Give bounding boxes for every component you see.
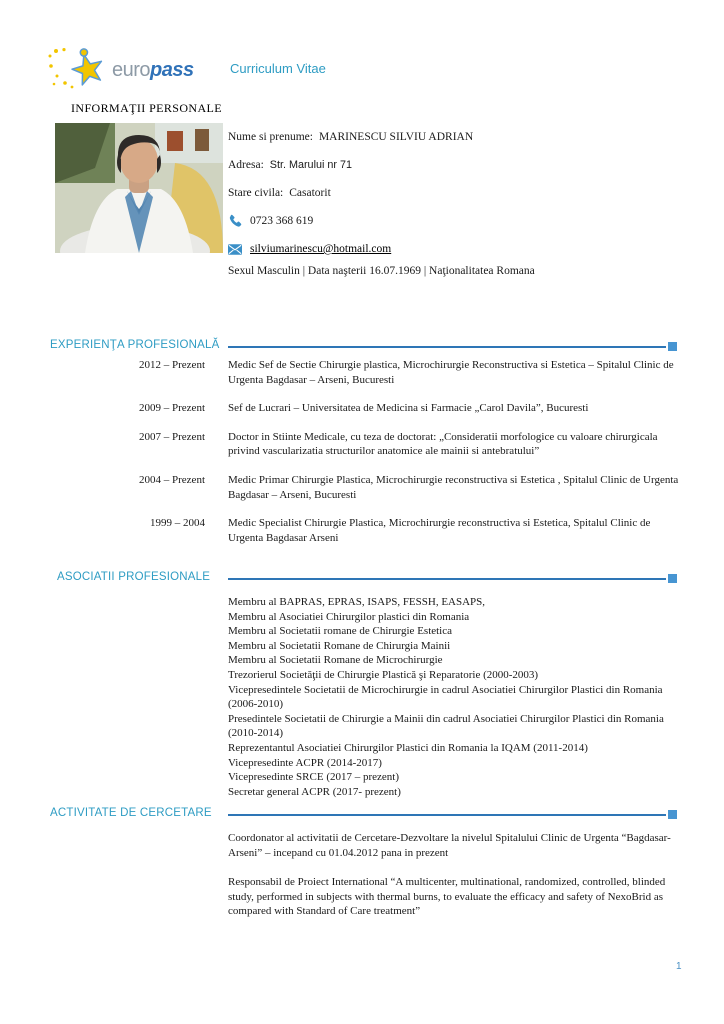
association-item: Vicepresedinte SRCE (2017 – prezent)	[228, 771, 400, 784]
experience-divider-line	[228, 346, 666, 348]
research-divider-square	[668, 810, 677, 819]
association-item: Reprezentantul Asociatiei Chirurgilor Plastici din Romania la IQAM (2011-2014)	[228, 741, 588, 754]
email-icon	[228, 244, 244, 255]
phone-row	[228, 207, 688, 235]
phone-number: 0723 368 619	[250, 215, 314, 227]
field-value: Casatorit	[289, 187, 331, 199]
field-label: Nume si prenume:	[228, 131, 313, 143]
experience-description: Medic Specialist Chirurgie Plastica, Microchirurgie reconstructiva si Estetica, Spitalul Clinic de Urgenta Bagdasar Arseni	[228, 517, 651, 544]
experience-period: 1999 – 2004	[150, 517, 205, 530]
section-title-research: ACTIVITATE DE CERCETARE	[50, 807, 212, 819]
research-paragraph: Coordonator al activitatii de Cercetare-Dezvoltare la nivelul Spitalului Clinic de Urgenta “Bagdasar-Arseni” – incepand cu 01.04.2012 pana in prezent	[228, 832, 671, 859]
association-item: Membru al Societatii romane de Chirurgie Estetica	[228, 625, 453, 638]
personal-summary-line: Sexul Masculin | Data naşterii 16.07.1969 | Naţionalitatea Romana	[228, 265, 535, 277]
association-item: Membru al BAPRAS, EPRAS, ISAPS, FESSH, EASAPS,	[228, 596, 486, 608]
email-link[interactable]: silviumarinescu@hotmail.com	[250, 243, 392, 255]
association-item: Trezorierul Societăţii de Chirurgie Plastică şi Reparatorie (2000-2003)	[228, 668, 539, 681]
page-number: 1	[676, 961, 682, 972]
experience-description: Doctor in Stiinte Medicale, cu teza de doctorat: „Consideratii morfologice cu valoare chirurgicala privind vascularizatia structurilor anatomice ale mainii si antebratului”	[228, 430, 658, 458]
association-item: Secretar general ACPR (2017- prezent)	[228, 785, 401, 798]
experience-entry	[0, 358, 690, 387]
europass-star-icon	[44, 46, 110, 95]
section-title-personal-info: INFORMAŢII PERSONALE	[71, 101, 223, 115]
experience-entries	[0, 358, 690, 559]
document-title: Curriculum Vitae	[230, 61, 326, 76]
association-item: Membru al Societatii Romane de Chirurgia Mainii	[228, 639, 451, 652]
association-item: Presedintele Societatii de Chirurgie a Mainii din cadrul Asociatiei Chirurgilor Plastici din Romania (2010-2014)	[228, 712, 664, 740]
research-paragraphs	[228, 831, 690, 934]
association-items	[228, 595, 690, 799]
association-item: Vicepresedinte ACPR (2014-2017)	[228, 756, 382, 769]
research-divider-line	[228, 814, 666, 816]
personal-info-row	[228, 123, 688, 151]
experience-divider-square	[668, 342, 677, 351]
experience-period: 2012 – Prezent	[139, 359, 205, 371]
personal-info-fields	[228, 123, 688, 263]
phone-icon	[228, 214, 244, 228]
associations-divider-square	[668, 574, 677, 583]
personal-info-row	[228, 151, 688, 179]
profile-photo	[55, 123, 223, 253]
experience-description: Medic Primar Chirurgie Plastica, Microchirurgie reconstructiva si Estetica , Spitalul Clinic de Urgenta Bagdasar – Arseni, Bucuresti	[228, 473, 679, 501]
associations-divider-line	[228, 578, 666, 580]
europass-logo	[44, 46, 194, 95]
field-value: Str. Marului nr 71	[269, 159, 352, 171]
field-label: Adresa:	[228, 159, 264, 171]
field-label: Stare civila:	[228, 187, 284, 199]
section-title-experience: EXPERIENŢA PROFESIONALĂ	[50, 339, 220, 351]
section-title-associations: ASOCIATII PROFESIONALE	[57, 571, 211, 583]
personal-info-row	[228, 179, 688, 207]
personal-info-text-rows	[228, 123, 688, 207]
experience-description: Sef de Lucrari – Universitatea de Medicina si Farmacie „Carol Davila”, Bucuresti	[228, 402, 589, 415]
experience-entry	[0, 401, 690, 416]
europass-wordmark: europass	[112, 59, 194, 81]
association-item: Membru al Asociatiei Chirurgilor plastici din Romania	[228, 610, 470, 623]
association-item: Membru al Societatii Romane de Microchirurgie	[228, 654, 443, 667]
association-item: Vicepresedintele Societatii de Microchirurgie in cadrul Asociatiei Chirurgilor Plastici din Romania (2006-2010)	[228, 683, 663, 711]
experience-entry	[0, 430, 690, 459]
experience-period: 2004 – Prezent	[139, 473, 205, 486]
experience-description: Medic Sef de Sectie Chirurgie plastica, Microchirurgie Reconstructiva si Estetica – Spitalul Clinic de Urgenta Bagdasar – Arseni, Bucuresti	[228, 359, 674, 386]
experience-entry	[0, 516, 690, 545]
experience-entry	[0, 473, 690, 502]
field-value: MARINESCU SILVIU ADRIAN	[318, 131, 474, 143]
research-paragraph: Responsabil de Proiect International “A multicenter, multinational, randomized, controlled, blinded study, performed in subjects with thermal burns, to evaluate the efficacy and safety of NexoBrid as compared with Standard of Care treatment”	[228, 876, 666, 918]
experience-period: 2009 – Prezent	[139, 402, 205, 415]
email-row	[228, 235, 688, 263]
experience-period: 2007 – Prezent	[139, 430, 205, 443]
